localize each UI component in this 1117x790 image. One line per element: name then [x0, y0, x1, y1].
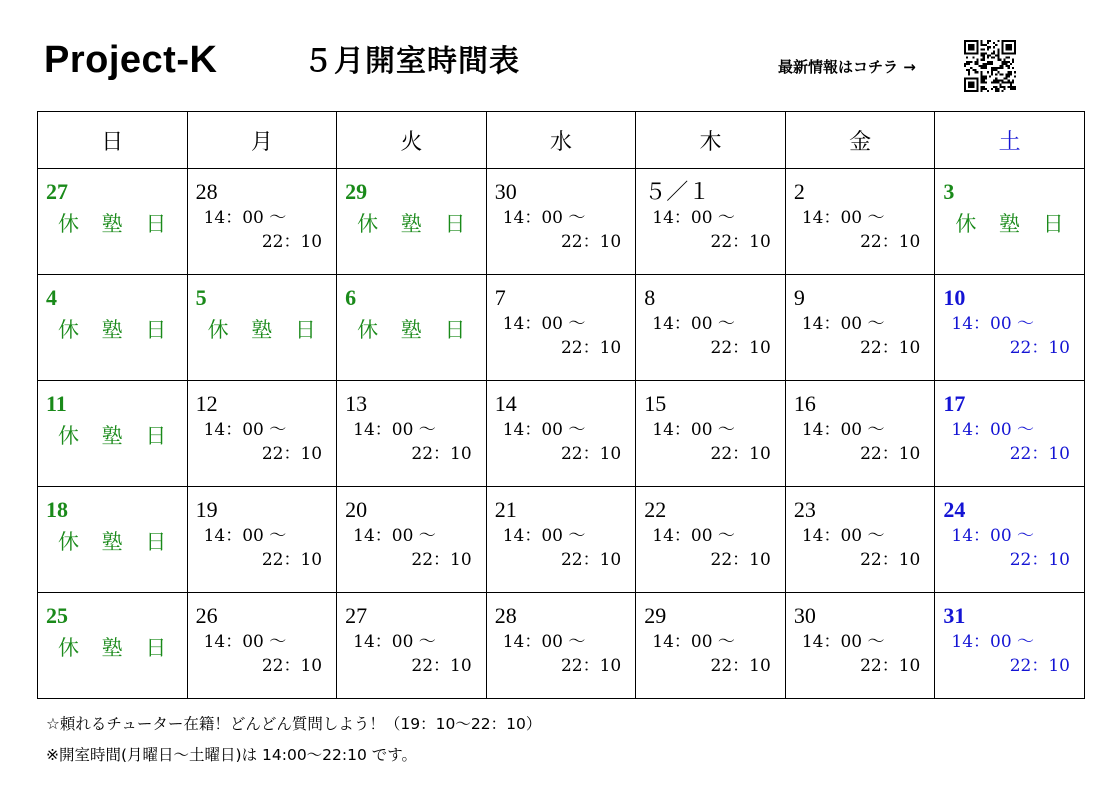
- day-number: 13: [345, 391, 368, 416]
- calendar-day-cell: [935, 487, 1085, 593]
- day-number: 22: [644, 497, 667, 522]
- calendar-day-cell: [935, 381, 1085, 487]
- closed-day-label: 休 塾 日: [58, 318, 175, 342]
- open-time: 14：00 ～: [951, 314, 1035, 334]
- close-time: 22：10: [261, 656, 323, 676]
- closed-day-label: 休 塾 日: [58, 530, 175, 554]
- tutor-note: ☆頼れるチューター在籍！どんどん質問しよう！（19：10～22：10）: [46, 715, 542, 733]
- day-number: 29: [644, 603, 667, 628]
- day-number: 30: [494, 179, 517, 204]
- day-number: ５／１: [644, 179, 711, 204]
- calendar-day-cell: [486, 169, 636, 275]
- weekday-friday: 金: [785, 112, 935, 169]
- open-time: 14：00 ～: [951, 420, 1035, 440]
- closed-day-label: 休 塾 日: [955, 212, 1072, 236]
- calendar-table: [37, 111, 1085, 699]
- closed-day-label: 休 塾 日: [58, 636, 175, 660]
- close-time: 22：10: [860, 656, 921, 676]
- day-number: 28: [494, 603, 517, 628]
- calendar-day-cell: [187, 487, 337, 593]
- open-time: 14：00 ～: [203, 632, 287, 652]
- close-time: 22：10: [1009, 550, 1070, 570]
- day-number: 23: [793, 497, 816, 522]
- weekday-monday: 月: [187, 112, 337, 169]
- open-time: 14：00 ～: [652, 526, 735, 546]
- calendar-day-cell: [935, 169, 1085, 275]
- open-time: 14：00 ～: [502, 208, 586, 228]
- open-time: 14：00 ～: [502, 632, 586, 652]
- closed-day-label: 休 塾 日: [58, 424, 175, 448]
- close-time: 22：10: [261, 444, 323, 464]
- closed-day-label: 休 塾 日: [357, 212, 474, 236]
- calendar-week-row: [38, 381, 1085, 487]
- day-number: 30: [793, 603, 816, 628]
- calendar-day-cell: [935, 593, 1085, 699]
- calendar-day-cell: [785, 381, 935, 487]
- close-time: 22：10: [710, 338, 771, 358]
- open-time: 14：00 ～: [353, 632, 436, 652]
- calendar-day-cell: [337, 593, 487, 699]
- day-number: 11: [46, 391, 67, 416]
- calendar-day-cell: [38, 593, 188, 699]
- calendar-day-cell: [337, 381, 487, 487]
- close-time: 22：10: [1009, 656, 1070, 676]
- calendar-week-row: [38, 593, 1085, 699]
- day-number: 17: [943, 391, 966, 416]
- day-number: 26: [195, 603, 218, 628]
- closed-day-label: 休 塾 日: [207, 318, 324, 342]
- close-time: 22：10: [560, 444, 622, 464]
- close-time: 22：10: [1009, 338, 1070, 358]
- close-time: 22：10: [560, 550, 622, 570]
- open-time: 14：00 ～: [502, 314, 586, 334]
- latest-info-notice: 最新情報はコチラ →: [778, 58, 916, 76]
- day-number: 8: [644, 285, 656, 310]
- day-number: 27: [46, 179, 68, 204]
- calendar-day-cell: [38, 487, 188, 593]
- calendar-week-row: [38, 275, 1085, 381]
- close-time: 22：10: [860, 232, 921, 252]
- calendar-day-cell: [785, 169, 935, 275]
- calendar-week-row: [38, 487, 1085, 593]
- close-time: 22：10: [560, 338, 622, 358]
- close-time: 22：10: [710, 550, 771, 570]
- day-number: 3: [943, 179, 955, 204]
- day-number: 6: [345, 285, 357, 310]
- closed-day-label: 休 塾 日: [357, 318, 474, 342]
- calendar-day-cell: [187, 169, 337, 275]
- calendar-day-cell: [636, 169, 786, 275]
- day-number: 2: [793, 179, 805, 204]
- close-time: 22：10: [261, 550, 323, 570]
- day-number: 10: [943, 285, 966, 310]
- weekday-sunday: 日: [38, 112, 188, 169]
- closed-day-label: 休 塾 日: [58, 212, 175, 236]
- day-number: 16: [793, 391, 816, 416]
- calendar-day-cell: [187, 593, 337, 699]
- close-time: 22：10: [560, 232, 622, 252]
- calendar-day-cell: [636, 381, 786, 487]
- close-time: 22：10: [710, 232, 771, 252]
- open-time: 14：00 ～: [203, 420, 287, 440]
- brand-logo: Project-K: [44, 39, 218, 81]
- day-number: 19: [195, 497, 218, 522]
- calendar-day-cell: [636, 275, 786, 381]
- open-time: 14：00 ～: [801, 420, 885, 440]
- calendar-day-cell: [636, 593, 786, 699]
- day-number: 28: [195, 179, 218, 204]
- day-number: 24: [943, 497, 966, 522]
- calendar-day-cell: [486, 381, 636, 487]
- day-number: 27: [345, 603, 368, 628]
- close-time: 22：10: [710, 656, 771, 676]
- close-time: 22：10: [411, 656, 472, 676]
- open-time: 14：00 ～: [502, 420, 586, 440]
- day-number: 4: [46, 285, 57, 310]
- close-time: 22：10: [411, 550, 472, 570]
- close-time: 22：10: [860, 338, 921, 358]
- calendar-day-cell: [337, 169, 487, 275]
- day-number: 31: [943, 603, 966, 628]
- calendar-day-cell: [38, 381, 188, 487]
- day-number: 15: [644, 391, 667, 416]
- day-number: 20: [345, 497, 368, 522]
- open-time: 14：00 ～: [652, 420, 735, 440]
- page-title: ５月開室時間表: [303, 44, 520, 79]
- close-time: 22：10: [860, 444, 921, 464]
- calendar-day-cell: [486, 275, 636, 381]
- open-time: 14：00 ～: [203, 208, 287, 228]
- open-time: 14：00 ～: [203, 526, 287, 546]
- open-time: 14：00 ～: [801, 632, 885, 652]
- calendar-day-cell: [38, 169, 188, 275]
- day-number: 7: [494, 285, 506, 310]
- day-number: 9: [793, 285, 805, 310]
- calendar-day-cell: [337, 487, 487, 593]
- open-time: 14：00 ～: [652, 208, 735, 228]
- day-number: 18: [46, 497, 68, 522]
- calendar-day-cell: [38, 275, 188, 381]
- calendar-day-cell: [636, 487, 786, 593]
- open-time: 14：00 ～: [502, 526, 586, 546]
- close-time: 22：10: [860, 550, 921, 570]
- weekday-thursday: 木: [636, 112, 786, 169]
- qr-code-icon[interactable]: [964, 40, 1016, 92]
- day-number: 29: [345, 179, 368, 204]
- close-time: 22：10: [261, 232, 323, 252]
- calendar-day-cell: [785, 593, 935, 699]
- close-time: 22：10: [560, 656, 622, 676]
- day-number: 14: [494, 391, 517, 416]
- close-time: 22：10: [411, 444, 472, 464]
- weekday-tuesday: 火: [337, 112, 487, 169]
- open-time: 14：00 ～: [801, 208, 885, 228]
- hours-note: ※開室時間(月曜日～土曜日)は 14:00～22:10 です。: [46, 746, 418, 764]
- calendar-week-row: [38, 169, 1085, 275]
- day-number: 5: [195, 285, 207, 310]
- open-time: 14：00 ～: [951, 632, 1035, 652]
- day-number: 25: [46, 603, 68, 628]
- close-time: 22：10: [1009, 444, 1070, 464]
- open-time: 14：00 ～: [801, 526, 885, 546]
- calendar-day-cell: [187, 275, 337, 381]
- calendar-day-cell: [785, 275, 935, 381]
- weekday-saturday: 土: [935, 112, 1085, 169]
- weekday-header-row: [38, 112, 1085, 169]
- calendar-day-cell: [785, 487, 935, 593]
- open-time: 14：00 ～: [951, 526, 1035, 546]
- open-time: 14：00 ～: [652, 314, 735, 334]
- open-time: 14：00 ～: [353, 420, 436, 440]
- calendar-day-cell: [935, 275, 1085, 381]
- weekday-wednesday: 水: [486, 112, 636, 169]
- open-time: 14：00 ～: [801, 314, 885, 334]
- day-number: 12: [195, 391, 218, 416]
- calendar-day-cell: [337, 275, 487, 381]
- calendar-day-cell: [486, 593, 636, 699]
- calendar-day-cell: [486, 487, 636, 593]
- open-time: 14：00 ～: [353, 526, 436, 546]
- calendar-day-cell: [187, 381, 337, 487]
- day-number: 21: [494, 497, 517, 522]
- open-time: 14：00 ～: [652, 632, 735, 652]
- close-time: 22：10: [710, 444, 771, 464]
